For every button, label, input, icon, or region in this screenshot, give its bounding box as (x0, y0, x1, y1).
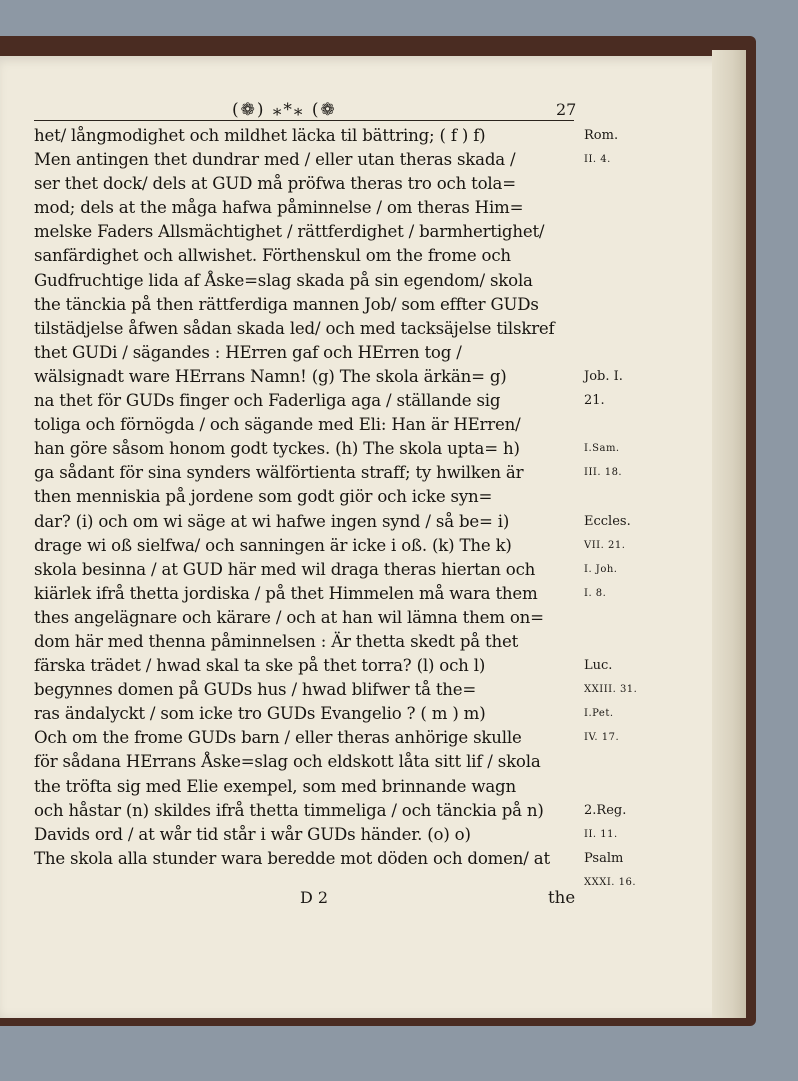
margin-note (584, 220, 684, 244)
margin-note: VII. 21. (584, 539, 626, 551)
text-line: kiärlek ifrå thetta jordiska / på thet Himmelen må wara them (34, 583, 538, 603)
margin-note: I.Pet. (584, 708, 614, 720)
margin-note: Eccles. (584, 513, 631, 529)
header-rule (34, 120, 574, 121)
margin-note (584, 317, 684, 341)
margin-note: Luc. (584, 658, 613, 674)
margin-note: III. 18. (584, 467, 623, 479)
text-line: het/ långmodighet och mildhet läcka til bättring; ( f ) f) (34, 126, 486, 145)
text-line: begynnes domen på GUDs hus / hwad blifwer tå the= (34, 680, 477, 700)
page-number: 27 (556, 100, 577, 119)
text-line: na thet för GUDs finger och Faderliga aga / ställande sig (34, 391, 501, 411)
text-line: Gudfruchtige lida af Åske=slag skada på sin egendom/ skola (34, 270, 533, 290)
header-ornament: (❁) ⁎*⁎ (❁ (232, 100, 337, 120)
text-line: ras ändalyckt / som icke tro GUDs Evangelio ? ( m ) m) (34, 704, 486, 724)
margin-note: Job. I. (584, 368, 623, 384)
margin-note (584, 172, 684, 196)
text-line: mod; dels at the måga hafwa påminnelse / om theras Him= (34, 198, 524, 218)
margin-note: 2.Reg. (584, 802, 627, 818)
text-line: thes angelägnare och kärare / och at han wil lämna them on= (34, 607, 544, 627)
text-line: tilstädjelse åfwen sådan skada led/ och med tacksäjelse tilskref (34, 318, 555, 338)
margin-note (584, 750, 684, 774)
body-text (34, 124, 582, 871)
margin-note: 21. (584, 393, 605, 409)
text-line: The skola alla stunder wara beredde mot döden och domen/ at (34, 848, 550, 868)
text-line: dom här med thenna påminnelsen : Är thetta skedt på thet (34, 631, 519, 651)
text-line: wälsignadt ware HErrans Namn! (g) The skola ärkän= g) (34, 366, 507, 386)
margin-note: II. 4. (584, 154, 611, 166)
text-line: melske Faders Allsmächtighet / rättferdighet / barmhertighet/ (34, 222, 545, 242)
catchword: the (548, 888, 576, 907)
margin-note: XXXI. 16. (584, 876, 637, 888)
signature-mark: D 2 (300, 888, 329, 907)
margin-note (584, 293, 684, 317)
text-line: skola besinna / at GUD här med wil draga theras hiertan och (34, 559, 536, 579)
text-line: Och om the frome GUDs barn / eller theras anhörige skulle (34, 728, 522, 748)
margin-note: Psalm (584, 850, 624, 866)
text-line: thet GUDi / sägandes : HErren gaf och HErren tog / (34, 342, 462, 362)
text-line: ser thet dock/ dels at GUD må pröfwa theras tro och tola= (34, 174, 516, 194)
margin-note (584, 341, 684, 365)
margin-note (584, 244, 684, 268)
margin-note (584, 606, 684, 630)
text-line: och håstar (n) skildes ifrå thetta timmeliga / och tänckia på n) (34, 800, 544, 820)
margin-note: I.Sam. (584, 443, 620, 455)
text-line: Davids ord / at wår tid står i wår GUDs händer. (o) o) (34, 824, 471, 844)
margin-note (584, 775, 684, 799)
page-edge (712, 50, 746, 1018)
margin-note: II. 11. (584, 828, 618, 840)
text-line: toliga och förnögda / och sägande med Eli: Han är HErren/ (34, 415, 521, 435)
text-line: dar? (i) och om wi säge at wi hafwe ingen synd / så be= i) (34, 511, 510, 531)
margin-note: I. 8. (584, 587, 607, 599)
text-line: färska trädet / hwad skal ta ske på thet torra? (l) och l) (34, 656, 486, 676)
margin-note (584, 196, 684, 220)
text-line: the tröfta sig med Elie exempel, som med brinnande wagn (34, 776, 516, 796)
text-line: ga sådant för sina synders wälförtienta straff; ty hwilken är (34, 463, 524, 483)
running-header (0, 100, 745, 122)
margin-notes (584, 124, 684, 895)
page-footer (0, 888, 745, 912)
text-line: the tänckia på then rättferdiga mannen Job/ som effter GUDs (34, 294, 539, 314)
text-line: för sådana HErrans Åske=slag och eldskott låta sitt lif / skola (34, 752, 541, 772)
text-line: then menniskia på jordene som godt giör och icke syn= (34, 487, 493, 507)
margin-note: IV. 17. (584, 732, 620, 744)
margin-note: I. Joh. (584, 563, 618, 575)
margin-note (584, 485, 684, 509)
text-line: sanfärdighet och allwishet. Förthenskul om the frome och (34, 246, 511, 266)
text-line: han göre såsom honom godt tyckes. (h) The skola upta= h) (34, 439, 520, 459)
text-line: drage wi oß sielfwa/ och sanningen är icke i oß. (k) The k) (34, 535, 512, 555)
text-line: Men antingen thet dundrar med / eller utan theras skada / (34, 150, 516, 170)
margin-note (584, 269, 684, 293)
margin-note: Rom. (584, 128, 619, 143)
margin-note (584, 413, 684, 437)
margin-note (584, 630, 684, 654)
margin-note: XXIII. 31. (584, 684, 638, 696)
